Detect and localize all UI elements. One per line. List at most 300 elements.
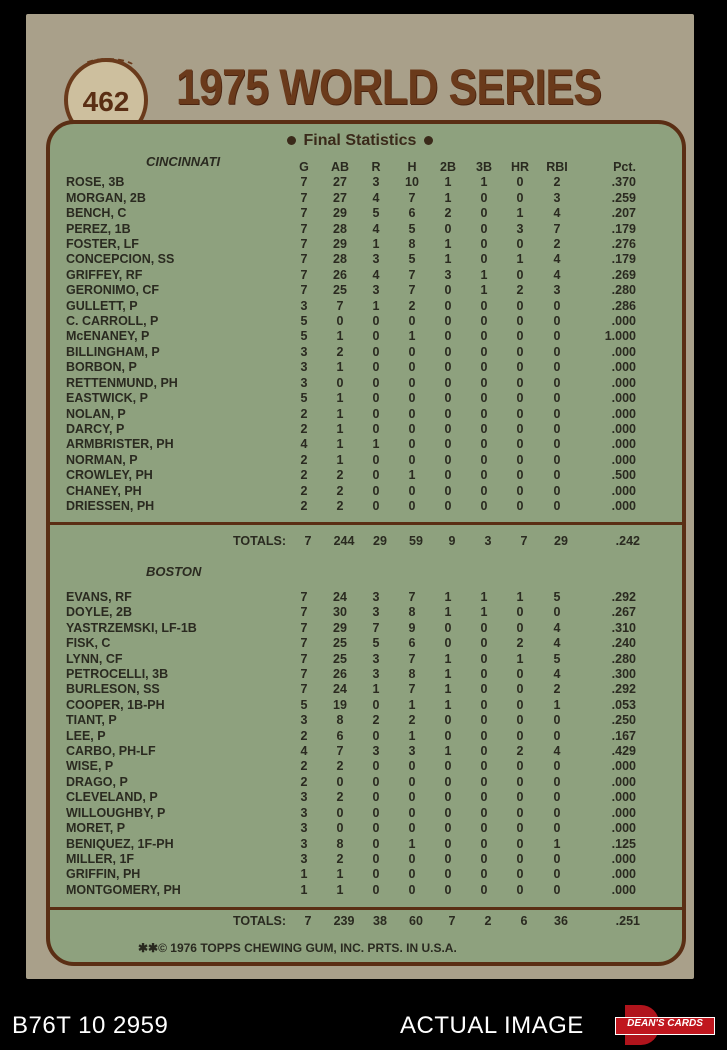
- hits-cell: 7: [408, 651, 416, 666]
- pct-cell: .000: [611, 452, 636, 467]
- triples-cell: 0: [480, 651, 488, 666]
- at-bats-cell: 25: [333, 283, 347, 298]
- hits-cell: 0: [408, 421, 416, 436]
- games-cell: 7: [304, 914, 312, 928]
- games-cell: 7: [300, 267, 308, 282]
- triples-cell: 0: [480, 344, 488, 359]
- games-cell: 3: [300, 713, 308, 728]
- home-runs-cell: 0: [516, 391, 524, 406]
- player-row: [66, 299, 636, 314]
- player-name: BORBON, P: [66, 360, 137, 375]
- at-bats-cell: 0: [336, 774, 344, 789]
- rbi-cell: 7: [553, 221, 561, 236]
- triples-cell: 0: [480, 329, 488, 344]
- boston-stats-table: [66, 590, 636, 898]
- triples-cell: 1: [480, 175, 488, 190]
- player-row: [66, 883, 636, 898]
- home-runs-cell: 0: [516, 175, 524, 190]
- at-bats-cell: 7: [336, 744, 344, 759]
- player-row: [66, 867, 636, 882]
- player-row: [66, 744, 636, 759]
- triples-cell: 0: [480, 483, 488, 498]
- rbi-cell: 0: [553, 882, 561, 897]
- doubles-cell: 0: [444, 620, 452, 635]
- divider: [50, 522, 682, 525]
- player-name: C. CARROLL, P: [66, 314, 159, 329]
- player-row: [66, 191, 636, 206]
- rbi-cell: 4: [553, 620, 561, 635]
- rbi-cell: 0: [553, 805, 561, 820]
- home-runs-cell: 0: [516, 790, 524, 805]
- games-cell: 7: [304, 534, 312, 548]
- hits-cell: 0: [408, 821, 416, 836]
- home-runs-cell: 0: [516, 759, 524, 774]
- doubles-cell: 0: [444, 452, 452, 467]
- doubles-cell: 0: [444, 728, 452, 743]
- player-row: [66, 422, 636, 437]
- pct-cell: .242: [615, 534, 640, 548]
- hits-cell: 2: [408, 713, 416, 728]
- rbi-cell: 1: [553, 697, 561, 712]
- runs-cell: 1: [372, 682, 380, 697]
- hits-cell: 1: [408, 468, 416, 483]
- player-row: [66, 806, 636, 821]
- pct-cell: .000: [611, 344, 636, 359]
- hits-cell: 0: [408, 360, 416, 375]
- cincinnati-totals-table: [66, 534, 640, 549]
- games-cell: 5: [300, 314, 308, 329]
- games-cell: 1: [300, 882, 308, 897]
- games-cell: 3: [300, 298, 308, 313]
- triples-cell: 0: [480, 851, 488, 866]
- doubles-cell: 0: [444, 391, 452, 406]
- hits-cell: 0: [408, 344, 416, 359]
- cincinnati-stats-table: [66, 160, 636, 514]
- triples-cell: 0: [480, 867, 488, 882]
- hits-cell: 9: [408, 620, 416, 635]
- hits-cell: 1: [408, 836, 416, 851]
- player-name: DOYLE, 2B: [66, 605, 132, 620]
- rbi-cell: 0: [553, 728, 561, 743]
- triples-cell: 0: [480, 682, 488, 697]
- doubles-cell: 0: [444, 713, 452, 728]
- games-cell: 7: [300, 221, 308, 236]
- games-cell: 7: [300, 190, 308, 205]
- hits-cell: 7: [408, 267, 416, 282]
- doubles-cell: 0: [444, 344, 452, 359]
- runs-cell: 1: [372, 237, 380, 252]
- rbi-cell: 0: [553, 867, 561, 882]
- doubles-cell: 0: [444, 468, 452, 483]
- rbi-cell: 0: [553, 452, 561, 467]
- games-cell: 2: [300, 421, 308, 436]
- runs-cell: 0: [372, 882, 380, 897]
- header-r: R: [371, 160, 381, 174]
- player-name: YASTRZEMSKI, LF-1B: [66, 620, 197, 635]
- hits-cell: 60: [409, 914, 423, 928]
- triples-cell: 0: [480, 774, 488, 789]
- triples-cell: 3: [484, 534, 492, 548]
- card-title: 1975 WORLD SERIES: [176, 59, 602, 115]
- runs-cell: 0: [372, 836, 380, 851]
- pct-cell: .000: [611, 498, 636, 513]
- games-cell: 3: [300, 821, 308, 836]
- divider: [50, 907, 682, 910]
- games-cell: 2: [300, 498, 308, 513]
- home-runs-cell: 2: [516, 636, 524, 651]
- at-bats-cell: 1: [336, 406, 344, 421]
- player-name: BURLESON, SS: [66, 682, 160, 697]
- player-name: EASTWICK, P: [66, 391, 148, 406]
- at-bats-cell: 30: [333, 605, 347, 620]
- runs-cell: 5: [372, 206, 380, 221]
- home-runs-cell: 0: [516, 267, 524, 282]
- triples-cell: 2: [484, 914, 492, 928]
- at-bats-cell: 1: [336, 360, 344, 375]
- player-row: [66, 852, 636, 867]
- games-cell: 5: [300, 697, 308, 712]
- at-bats-cell: 28: [333, 252, 347, 267]
- at-bats-cell: 2: [336, 498, 344, 513]
- player-name: CROWLEY, PH: [66, 468, 153, 483]
- home-runs-cell: 0: [516, 851, 524, 866]
- doubles-cell: 7: [448, 914, 456, 928]
- runs-cell: 5: [372, 636, 380, 651]
- player-row: [66, 206, 636, 221]
- triples-cell: 1: [480, 590, 488, 604]
- doubles-cell: 1: [444, 744, 452, 759]
- player-name: TIANT, P: [66, 713, 117, 728]
- pct-cell: .000: [611, 774, 636, 789]
- rbi-cell: 2: [553, 175, 561, 190]
- doubles-cell: 0: [444, 221, 452, 236]
- at-bats-cell: 1: [336, 421, 344, 436]
- pct-cell: .053: [611, 697, 636, 712]
- games-cell: 7: [300, 667, 308, 682]
- at-bats-cell: 25: [333, 636, 347, 651]
- triples-cell: 0: [480, 437, 488, 452]
- hits-cell: 0: [408, 452, 416, 467]
- games-cell: 3: [300, 790, 308, 805]
- rbi-cell: 0: [553, 468, 561, 483]
- games-cell: 2: [300, 774, 308, 789]
- player-row: [66, 652, 636, 667]
- hits-cell: 2: [408, 298, 416, 313]
- at-bats-cell: 8: [336, 836, 344, 851]
- rbi-cell: 29: [554, 534, 568, 548]
- runs-cell: 0: [372, 867, 380, 882]
- rbi-cell: 0: [553, 759, 561, 774]
- runs-cell: 29: [373, 534, 387, 548]
- games-cell: 2: [300, 452, 308, 467]
- hits-cell: 5: [408, 221, 416, 236]
- doubles-cell: 1: [444, 682, 452, 697]
- triples-cell: 0: [480, 790, 488, 805]
- pct-cell: .179: [611, 252, 636, 267]
- home-runs-cell: 0: [516, 713, 524, 728]
- player-name: MORGAN, 2B: [66, 190, 146, 205]
- triples-cell: 0: [480, 759, 488, 774]
- triples-cell: 0: [480, 805, 488, 820]
- runs-cell: 0: [372, 452, 380, 467]
- doubles-cell: 0: [444, 759, 452, 774]
- header-h: H: [407, 160, 417, 174]
- runs-cell: 3: [372, 590, 380, 604]
- at-bats-cell: 29: [333, 206, 347, 221]
- player-name: WILLOUGHBY, P: [66, 805, 166, 820]
- player-row: [66, 759, 636, 774]
- at-bats-cell: 27: [333, 175, 347, 190]
- player-name: McENANEY, P: [66, 329, 150, 344]
- player-row: [66, 175, 636, 190]
- deans-cards-logo: DEAN'S CARDS: [615, 1005, 715, 1045]
- rbi-cell: 1: [553, 836, 561, 851]
- header-rbi: RBI: [546, 160, 568, 174]
- at-bats-cell: 24: [333, 682, 347, 697]
- at-bats-cell: 239: [333, 914, 355, 928]
- pct-cell: .000: [611, 759, 636, 774]
- hits-cell: 0: [408, 790, 416, 805]
- player-name: FOSTER, LF: [66, 237, 139, 252]
- hits-cell: 1: [408, 329, 416, 344]
- pct-cell: .000: [611, 375, 636, 390]
- player-name: GRIFFEY, RF: [66, 267, 143, 282]
- triples-cell: 0: [480, 882, 488, 897]
- doubles-cell: 1: [444, 697, 452, 712]
- runs-cell: 4: [372, 267, 380, 282]
- header-row: [66, 160, 636, 175]
- games-cell: 3: [300, 805, 308, 820]
- pct-cell: .125: [611, 836, 636, 851]
- home-runs-cell: 0: [516, 421, 524, 436]
- at-bats-cell: 1: [336, 452, 344, 467]
- home-runs-cell: 0: [516, 498, 524, 513]
- home-runs-cell: 0: [516, 375, 524, 390]
- player-row: [66, 360, 636, 375]
- header-hr: HR: [510, 160, 530, 174]
- pct-cell: .267: [611, 605, 636, 620]
- pct-cell: .000: [611, 790, 636, 805]
- doubles-cell: 1: [444, 252, 452, 267]
- hits-cell: 0: [408, 867, 416, 882]
- games-cell: 4: [300, 437, 308, 452]
- pct-cell: .370: [611, 175, 636, 190]
- runs-cell: 3: [372, 667, 380, 682]
- triples-cell: 1: [480, 267, 488, 282]
- doubles-cell: 2: [444, 206, 452, 221]
- home-runs-cell: 0: [516, 728, 524, 743]
- hits-cell: 7: [408, 682, 416, 697]
- games-cell: 7: [300, 252, 308, 267]
- runs-cell: 0: [372, 498, 380, 513]
- hits-cell: 0: [408, 406, 416, 421]
- doubles-cell: 0: [444, 421, 452, 436]
- games-cell: 7: [300, 605, 308, 620]
- rbi-cell: 0: [553, 437, 561, 452]
- rbi-cell: 0: [553, 821, 561, 836]
- home-runs-cell: 0: [516, 298, 524, 313]
- player-name: COOPER, 1B-PH: [66, 697, 165, 712]
- player-name: NORMAN, P: [66, 452, 138, 467]
- games-cell: 3: [300, 344, 308, 359]
- games-cell: 1: [300, 867, 308, 882]
- pct-cell: .240: [611, 636, 636, 651]
- player-name: DRIESSEN, PH: [66, 498, 155, 513]
- runs-cell: 0: [372, 391, 380, 406]
- at-bats-cell: 24: [333, 590, 347, 604]
- player-row: [66, 484, 636, 499]
- player-row: [66, 667, 636, 682]
- pct-cell: .207: [611, 206, 636, 221]
- home-runs-cell: 7: [520, 534, 528, 548]
- runs-cell: 0: [372, 406, 380, 421]
- triples-cell: 0: [480, 836, 488, 851]
- games-cell: 7: [300, 283, 308, 298]
- pct-cell: .000: [611, 882, 636, 897]
- player-row: [66, 775, 636, 790]
- player-row: [66, 453, 636, 468]
- games-cell: 5: [300, 329, 308, 344]
- copyright-line: ✱✱© 1976 TOPPS CHEWING GUM, INC. PRTS. IN U.S.A.: [138, 941, 457, 955]
- player-name: MORET, P: [66, 821, 126, 836]
- triples-cell: 0: [480, 206, 488, 221]
- player-row: [66, 729, 636, 744]
- runs-cell: 0: [372, 759, 380, 774]
- runs-cell: 3: [372, 744, 380, 759]
- home-runs-cell: 1: [516, 590, 524, 604]
- pct-cell: .000: [611, 406, 636, 421]
- runs-cell: 0: [372, 421, 380, 436]
- player-row: [66, 222, 636, 237]
- triples-cell: 0: [480, 498, 488, 513]
- rbi-cell: 0: [553, 790, 561, 805]
- home-runs-cell: 0: [516, 605, 524, 620]
- hits-cell: 0: [408, 391, 416, 406]
- rbi-cell: 0: [553, 314, 561, 329]
- hits-cell: 5: [408, 252, 416, 267]
- doubles-cell: 9: [448, 534, 456, 548]
- doubles-cell: 1: [444, 605, 452, 620]
- games-cell: 2: [300, 483, 308, 498]
- rbi-cell: 4: [553, 267, 561, 282]
- rbi-cell: 0: [553, 344, 561, 359]
- hits-cell: 6: [408, 636, 416, 651]
- doubles-cell: 0: [444, 298, 452, 313]
- pct-cell: .000: [611, 437, 636, 452]
- hits-cell: 3: [408, 744, 416, 759]
- hits-cell: 0: [408, 375, 416, 390]
- runs-cell: 1: [372, 437, 380, 452]
- rbi-cell: 0: [553, 406, 561, 421]
- at-bats-cell: 0: [336, 375, 344, 390]
- player-row: [66, 391, 636, 406]
- at-bats-cell: 26: [333, 267, 347, 282]
- triples-cell: 0: [480, 375, 488, 390]
- at-bats-cell: 29: [333, 620, 347, 635]
- triples-cell: 0: [480, 728, 488, 743]
- pct-cell: .286: [611, 298, 636, 313]
- games-cell: 5: [300, 391, 308, 406]
- home-runs-cell: 0: [516, 237, 524, 252]
- games-cell: 7: [300, 590, 308, 604]
- at-bats-cell: 2: [336, 483, 344, 498]
- runs-cell: 0: [372, 344, 380, 359]
- runs-cell: 0: [372, 774, 380, 789]
- player-name: LYNN, CF: [66, 651, 123, 666]
- games-cell: 3: [300, 375, 308, 390]
- at-bats-cell: 0: [336, 314, 344, 329]
- runs-cell: 3: [372, 605, 380, 620]
- rbi-cell: 4: [553, 667, 561, 682]
- home-runs-cell: 0: [516, 667, 524, 682]
- runs-cell: 0: [372, 851, 380, 866]
- player-name: GULLETT, P: [66, 298, 138, 313]
- player-name: LEE, P: [66, 728, 106, 743]
- hits-cell: 10: [405, 175, 419, 190]
- triples-cell: 0: [480, 252, 488, 267]
- runs-cell: 3: [372, 252, 380, 267]
- rbi-cell: 4: [553, 636, 561, 651]
- home-runs-cell: 0: [516, 468, 524, 483]
- player-row: [66, 821, 636, 836]
- triples-cell: 0: [480, 421, 488, 436]
- home-runs-cell: 0: [516, 314, 524, 329]
- hits-cell: 0: [408, 759, 416, 774]
- pct-cell: .000: [611, 360, 636, 375]
- rbi-cell: 0: [553, 498, 561, 513]
- player-row: [66, 345, 636, 360]
- player-row: [66, 682, 636, 697]
- rbi-cell: 0: [553, 329, 561, 344]
- doubles-cell: 0: [444, 406, 452, 421]
- at-bats-cell: 2: [336, 851, 344, 866]
- player-row: [66, 329, 636, 344]
- team-label-cincinnati: CINCINNATI: [146, 154, 221, 169]
- player-name: ARMBRISTER, PH: [66, 437, 174, 452]
- player-row: [66, 499, 636, 514]
- doubles-cell: 1: [444, 237, 452, 252]
- home-runs-cell: 0: [516, 190, 524, 205]
- pct-cell: .292: [611, 682, 636, 697]
- home-runs-cell: 0: [516, 805, 524, 820]
- player-name: CLEVELAND, P: [66, 790, 158, 805]
- triples-cell: 1: [480, 283, 488, 298]
- pct-cell: .292: [611, 590, 636, 604]
- doubles-cell: 0: [444, 636, 452, 651]
- player-row: [66, 437, 636, 452]
- games-cell: 2: [300, 759, 308, 774]
- triples-cell: 0: [480, 237, 488, 252]
- games-cell: 7: [300, 682, 308, 697]
- player-name: CONCEPCION, SS: [66, 252, 175, 267]
- player-row: [66, 590, 636, 605]
- runs-cell: 4: [372, 221, 380, 236]
- pct-cell: .280: [611, 283, 636, 298]
- games-cell: 2: [300, 728, 308, 743]
- player-name: CHANEY, PH: [66, 483, 142, 498]
- at-bats-cell: 8: [336, 713, 344, 728]
- hits-cell: 7: [408, 190, 416, 205]
- pct-cell: .000: [611, 867, 636, 882]
- header-3b: 3B: [476, 160, 492, 174]
- triples-cell: 0: [480, 821, 488, 836]
- runs-cell: 0: [372, 375, 380, 390]
- triples-cell: 0: [480, 667, 488, 682]
- doubles-cell: 0: [444, 329, 452, 344]
- doubles-cell: 0: [444, 836, 452, 851]
- player-name: FISK, C: [66, 636, 111, 651]
- pct-cell: .310: [611, 620, 636, 635]
